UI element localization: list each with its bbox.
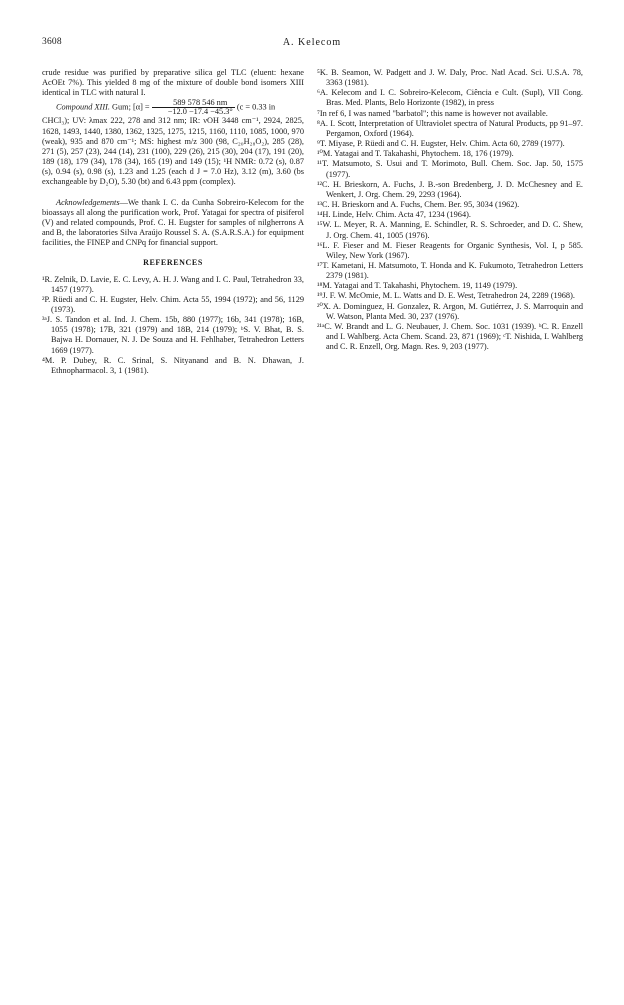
- compound-xiii-rotation: [42, 99, 304, 116]
- reference-item: ¹⁹J. F. W. McOmie, M. L. Watts and D. E. West, Tetrahedron 24, 2289 (1968).: [317, 291, 575, 301]
- reference-item: ²P. Rüedi and C. H. Eugster, Helv. Chim. Acta 55, 1994 (1972); and 56, 1129 (1973).: [42, 294, 304, 314]
- reference-item: ¹⁶L. F. Fieser and M. Fieser Reagents for Organic Synthesis, Vol. I, p 585. Wiley, New York (1967).: [317, 240, 583, 260]
- page-header: [42, 37, 582, 51]
- references-list-left: [42, 275, 304, 377]
- reference-item: ⁹T. Miyase, P. Rüedi and C. H. Eugster, Helv. Chim. Acta 60, 2789 (1977).: [317, 139, 565, 149]
- compound-label: Compound XIII.: [56, 102, 110, 112]
- page-number: 3608: [42, 37, 62, 47]
- acknowledgements-label: Acknowledgements: [56, 197, 120, 207]
- reference-item: ³ᵃJ. S. Tandon et al. Ind. J. Chem. 15b, 880 (1977); 16b, 341 (1978); 16B, 1055 (1978); 17B, 321 (1979) and 18B, 214 (1979); ᵇS. V. Bhat, B. S. Bajwa H. Dornauer, N. J. De Souza and H. Fehlhaber, Tetrahedron Letters 1669 (1977).: [42, 315, 304, 355]
- reference-item: ¹⁰M. Yatagai and T. Takahashi, Phytochem. 18, 176 (1979).: [317, 149, 514, 159]
- optical-rotation-fraction: [152, 99, 235, 116]
- running-head: A. Kelecom: [282, 37, 342, 48]
- rotation-concentration: (c = 0.33 in: [236, 102, 276, 112]
- rotation-values: −12.0 −17.4 −45.3°: [167, 107, 233, 117]
- experimental-paragraph: crude residue was purified by preparative silica gel TLC (eluent: hexane AcOEt 7%). This yielded 8 mg of the mixture of double bond isomers XIII identical in TLC with natural I.: [42, 68, 304, 98]
- reference-item: ⁵K. B. Seamon, W. Padgett and J. W. Daly, Proc. Natl Acad. Sci. U.S.A. 78, 3363 (1981).: [317, 68, 583, 88]
- references-heading: REFERENCES: [143, 258, 203, 268]
- compound-gum: Gum; [α] =: [112, 102, 150, 112]
- reference-item: ¹²C. H. Brieskorn, A. Fuchs, J. B.-son Bredenberg, J. D. McChesney and E. Wenkert, J. Org. Chem. 29, 2293 (1964).: [317, 179, 583, 199]
- reference-item: ¹⁴H. Linde, Helv. Chim. Acta 47, 1234 (1964).: [317, 210, 471, 220]
- reference-item: ⁴M. P. Dubey, R. C. Srinal, S. Nityanand and B. N. Dhawan, J. Ethnopharmacol. 3, 1 (1981).: [42, 355, 304, 375]
- reference-item: ¹⁸M. Yatagai and T. Takahashi, Phytochem. 19, 1149 (1979).: [317, 281, 518, 291]
- reference-item: ⁸A. I. Scott, Interpretation of Ultraviolet spectra of Natural Products, pp 91–97. Pergamon, Oxford (1964).: [317, 118, 583, 138]
- reference-item: ¹⁵W. L. Meyer, R. A. Manning, E. Schindler, R. S. Schroeder, and D. C. Shew, J. Org. Chem. 41, 1005 (1976).: [317, 220, 583, 240]
- reference-item: ⁶A. Kelecom and I. C. Sobreiro-Kelecom, Ciência e Cult. (Supl), VII Cong. Bras. Med. Plants, Belo Horizonte (1982), in press: [317, 88, 583, 108]
- reference-item: ¹⁷T. Kametani, H. Matsumoto, T. Honda and K. Fukumoto, Tetrahedron Letters 2379 (1981).: [317, 260, 583, 281]
- reference-item: ¹¹T. Matsumoto, S. Usui and T. Morimoto, Bull. Chem. Soc. Jap. 50, 1575 (1977).: [317, 159, 583, 179]
- left-column: [42, 68, 304, 376]
- right-column: [317, 68, 583, 352]
- references-list-right: [317, 68, 583, 352]
- reference-item: ¹³C. H. Brieskorn and A. Fuchs, Chem. Ber. 95, 3034 (1962).: [317, 200, 520, 210]
- reference-item: ²¹ᵃC. W. Brandt and L. G. Neubauer, J. Chem. Soc. 1031 (1939). ᵇC. R. Enzell and I. Wahlberg. Acta Chem. Scand. 23, 871 (1969); ᶜT. Nishida, I. Wahlberg and C. R. Enzell, Org. Magn. Res. 9, 203 (1977).: [317, 321, 583, 352]
- acknowledgements-paragraph: [42, 198, 304, 249]
- reference-item: ²⁰X. A. Dominguez, H. Gonzalez, R. Argon, M. Gutiérrez, J. S. Marroquin and W. Watson, Planta Med. 30, 237 (1976).: [317, 301, 583, 321]
- acknowledgements-text: —We thank I. C. da Cunha Sobreiro-Kelecom for the bioassays all along the purification work, Prof. Yatagai for spectra of pisiferol (V) and related compounds, Prof. C. H. Eugster for samples of nilgherrons A and B, the laboratories Silva Araújo Roussel S. A. (S.A.R.S.A.) for equipment facilities, the FINEP and CNPq for financial support.: [42, 197, 304, 248]
- rotation-wavelengths: 589 578 546 nm: [152, 99, 235, 108]
- spectral-data-paragraph: CHCl₃); UV: λmax 222, 278 and 312 nm; IR: νOH 3448 cm⁻¹, 2924, 2825, 1628, 1493, 1440, 1380, 1362, 1325, 1275, 1215, 1160, 1110, 1085, 1000, 970 (weak), 935 and 870 cm⁻¹; MS: highest m/z 300 (98, C₂₀H₂₈O₂), 285 (28), 271 (5), 257 (23), 244 (14), 231 (100), 229 (26), 215 (30), 204 (17), 191 (20), 189 (18), 179 (34), 178 (34), 165 (19) and 149 (15); ¹H NMR: 0.72 (s), 0.87 (s), 0.94 (s), 0.98 (s), 1.23 and 1.25 (each d J = 7.0 Hz), 3.12 (m), 3.60 (bs exchangeable by D₂O), 5.30 (bt) and 6.43 ppm (complex).: [42, 116, 304, 187]
- reference-item: ⁷In ref 6, I was named "barbatol"; this name is however not available.: [317, 108, 548, 118]
- reference-item: ¹R. Zelnik, D. Lavie, E. C. Levy, A. H. J. Wang and I. C. Paul, Tetrahedron 33, 1457 (1977).: [42, 274, 304, 294]
